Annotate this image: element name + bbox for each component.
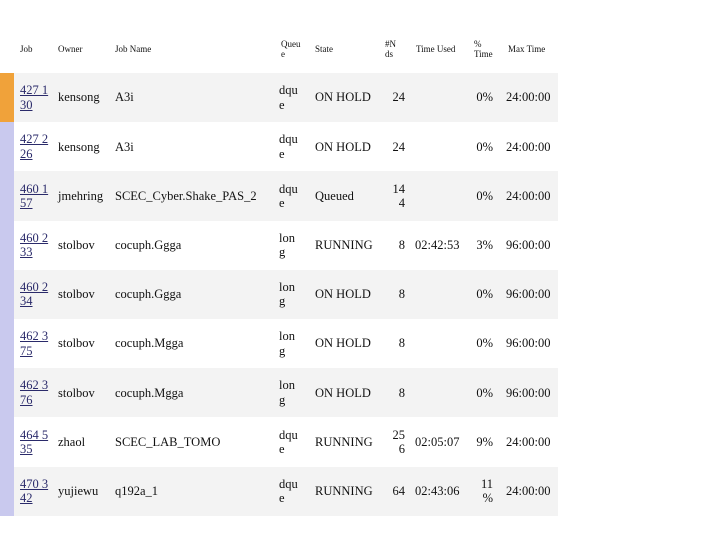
job-name-cell: cocuph.Ggga: [115, 287, 182, 302]
row-accent-bar: [0, 368, 14, 417]
max-time-cell: 24:00:00: [506, 483, 551, 498]
header-pct-time: % Time: [474, 38, 493, 59]
pct-time-cell: 0%: [476, 90, 493, 105]
header-max-time: Max Time: [508, 43, 546, 54]
queue-cell: long: [279, 329, 295, 358]
nodes-cell: 24: [392, 139, 405, 154]
nodes-cell: 8: [398, 237, 405, 252]
owner-cell: kensong: [58, 139, 100, 154]
max-time-cell: 96:00:00: [506, 237, 551, 252]
queue-cell: dqu e: [279, 83, 298, 112]
max-time-cell: 24:00:00: [506, 90, 551, 105]
pct-time-cell: 0%: [476, 336, 493, 351]
time-used-cell: 02:42:53: [415, 237, 460, 252]
owner-cell: stolbov: [58, 287, 95, 302]
queue-cell: long: [279, 378, 295, 407]
table-row: [0, 73, 558, 122]
job-id-link[interactable]: 462 376: [20, 378, 49, 407]
row-accent-bar: [0, 171, 14, 220]
state-cell: RUNNING: [315, 434, 373, 449]
job-id-link[interactable]: 460 234: [20, 279, 49, 309]
job-name-cell: cocuph.Ggga: [115, 237, 182, 252]
pct-time-cell: 0%: [476, 385, 493, 400]
header-job-name: Job Name: [115, 43, 152, 54]
row-accent-bar: [0, 221, 14, 270]
nodes-cell: 8: [398, 287, 405, 302]
state-cell: ON HOLD: [315, 90, 371, 105]
job-name-cell: q192a_1: [115, 483, 159, 498]
header-job: Job: [20, 43, 33, 54]
header-state: State: [315, 43, 333, 54]
time-used-cell: 02:05:07: [415, 434, 460, 449]
job-name-cell: SCEC_LAB_TOMO: [115, 434, 221, 449]
job-id-link[interactable]: 470 342: [20, 476, 49, 506]
table-row: [0, 270, 558, 319]
queue-cell: long: [279, 279, 295, 309]
job-name-cell: SCEC_Cyber.Shake_PAS_2: [115, 188, 257, 203]
job-id-link[interactable]: 427 226: [20, 132, 49, 161]
job-id-link[interactable]: 464 535: [20, 427, 49, 456]
table-row: [0, 417, 558, 466]
job-id-link[interactable]: 460 157: [20, 181, 49, 210]
job-name-cell: A3i: [115, 90, 134, 105]
owner-cell: stolbov: [58, 385, 95, 400]
table-body: [0, 73, 558, 516]
nodes-cell: 8: [398, 385, 405, 400]
nodes-cell: 25 6: [392, 427, 405, 456]
table-header: [0, 25, 558, 73]
row-accent-bar: [0, 417, 14, 466]
pct-time-cell: 0%: [476, 139, 493, 154]
row-accent-bar: [0, 467, 14, 516]
header-owner: Owner: [58, 43, 83, 54]
header-nodes: #N ds: [385, 38, 396, 59]
table-row: [0, 319, 558, 368]
header-time-used: Time Used: [416, 43, 456, 54]
time-used-cell: 02:43:06: [415, 483, 460, 498]
owner-cell: zhaol: [58, 434, 86, 449]
pct-time-cell: 0%: [476, 287, 493, 302]
owner-cell: kensong: [58, 90, 100, 105]
job-id-link[interactable]: 462 375: [20, 329, 49, 358]
pct-time-cell: 3%: [476, 237, 493, 252]
row-accent-bar: [0, 122, 14, 171]
pct-time-cell: 0%: [476, 188, 493, 203]
max-time-cell: 24:00:00: [506, 434, 551, 449]
state-cell: ON HOLD: [315, 139, 371, 154]
pct-time-cell: 9%: [476, 434, 493, 449]
owner-cell: yujiewu: [58, 483, 99, 498]
table-row: [0, 221, 558, 270]
nodes-cell: 8: [398, 336, 405, 351]
table-row: [0, 467, 558, 516]
state-cell: Queued: [315, 188, 354, 203]
row-accent-bar: [0, 73, 14, 122]
pct-time-cell: 11 %: [480, 476, 493, 506]
state-cell: RUNNING: [315, 483, 373, 498]
max-time-cell: 96:00:00: [506, 385, 551, 400]
queue-cell: dqu e: [279, 132, 298, 161]
queue-cell: dqu e: [279, 427, 298, 456]
max-time-cell: 96:00:00: [506, 287, 551, 302]
state-cell: RUNNING: [315, 237, 373, 252]
state-cell: ON HOLD: [315, 385, 371, 400]
max-time-cell: 24:00:00: [506, 139, 551, 154]
header-queue: Queu e: [281, 38, 301, 59]
queue-cell: dqu e: [279, 476, 298, 506]
job-name-cell: cocuph.Mgga: [115, 336, 184, 351]
nodes-cell: 24: [392, 90, 405, 105]
job-id-link[interactable]: 460 233: [20, 230, 49, 260]
owner-cell: jmehring: [58, 188, 104, 203]
max-time-cell: 96:00:00: [506, 336, 551, 351]
table-row: [0, 171, 558, 220]
table-row: [0, 368, 558, 417]
nodes-cell: 64: [392, 483, 405, 498]
job-id-link[interactable]: 427 130: [20, 83, 49, 112]
owner-cell: stolbov: [58, 237, 95, 252]
owner-cell: stolbov: [58, 336, 95, 351]
state-cell: ON HOLD: [315, 287, 371, 302]
table-row: [0, 122, 558, 171]
nodes-cell: 14 4: [392, 181, 405, 210]
queue-cell: dqu e: [279, 181, 298, 210]
row-accent-bar: [0, 270, 14, 319]
job-name-cell: cocuph.Mgga: [115, 385, 184, 400]
job-queue-table: [0, 25, 558, 516]
max-time-cell: 24:00:00: [506, 188, 551, 203]
row-accent-bar: [0, 319, 14, 368]
queue-cell: long: [279, 230, 295, 260]
job-name-cell: A3i: [115, 139, 134, 154]
state-cell: ON HOLD: [315, 336, 371, 351]
